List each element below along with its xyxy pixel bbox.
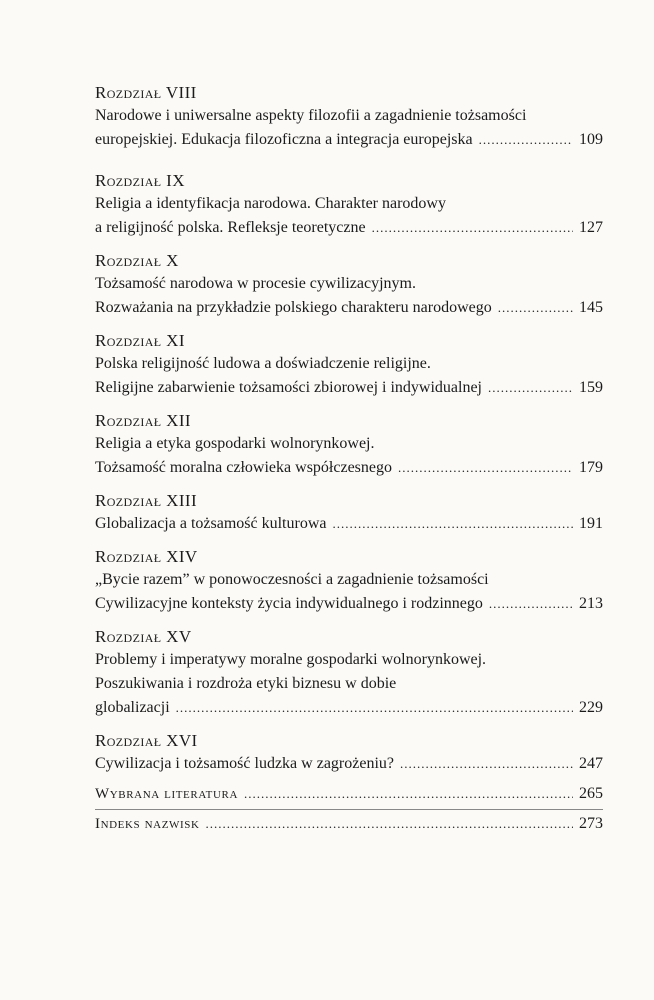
chapter-title-leader-line — [95, 128, 603, 152]
page-number: 273 — [579, 815, 603, 832]
chapter-title-line: Tożsamość narodowa w procesie cywilizacyjnym. — [95, 275, 416, 292]
chapter-title-leader-line — [95, 696, 603, 720]
chapter-heading: Rozdział XIII — [95, 491, 198, 510]
toc-entry-bibliography — [95, 782, 603, 806]
toc-entry-chapter-16 — [95, 730, 603, 776]
page-number: 247 — [579, 755, 603, 772]
chapter-title-line: Tożsamość moralna człowieka współczesnego — [95, 459, 392, 476]
chapter-title-leader-line — [95, 752, 603, 776]
toc-entry-chapter-13 — [95, 490, 603, 536]
chapter-title-leader-line — [95, 456, 603, 480]
chapter-heading: Rozdział IX — [95, 171, 185, 190]
chapter-title-line: Religijne zabarwienie tożsamości zbiorowej i indywidualnej — [95, 379, 482, 396]
toc-entry-chapter-8 — [95, 82, 603, 152]
dot-leader — [398, 456, 573, 480]
chapter-heading: Rozdział XII — [95, 411, 191, 430]
chapter-title-leader-line — [95, 376, 603, 400]
toc-entry-chapter-15 — [95, 626, 603, 720]
chapter-title-line: Globalizacja a tożsamość kulturowa — [95, 515, 327, 532]
chapter-title-leader-line — [95, 512, 603, 536]
dot-leader — [489, 592, 573, 616]
page-number: 109 — [579, 131, 603, 148]
page-number: 179 — [579, 459, 603, 476]
backmatter-label: Wybrana literatura — [95, 786, 238, 802]
chapter-heading: Rozdział X — [95, 251, 179, 270]
dot-leader — [479, 128, 573, 152]
chapter-heading: Rozdział XV — [95, 627, 192, 646]
dot-leader — [498, 296, 573, 320]
dot-leader — [176, 696, 573, 720]
chapter-heading: Rozdział XI — [95, 331, 185, 350]
divider-rule — [95, 809, 603, 810]
toc-entry-chapter-11 — [95, 330, 603, 400]
chapter-title-line: Religia a identyfikacja narodowa. Charakter narodowy — [95, 195, 446, 212]
chapter-title-line: Poszukiwania i rozdroża etyki biznesu w dobie — [95, 675, 397, 692]
toc-entry-chapter-9 — [95, 170, 603, 240]
chapter-title-leader-line — [95, 592, 603, 616]
toc-entry-name-index — [95, 812, 603, 836]
dot-leader — [244, 782, 573, 806]
chapter-title-line: „Bycie razem” w ponowoczesności a zagadnienie tożsamości — [95, 571, 489, 588]
chapter-title-leader-line — [95, 296, 603, 320]
toc-entry-chapter-12 — [95, 410, 603, 480]
chapter-title-line: Rozważania na przykładzie polskiego charakteru narodowego — [95, 299, 492, 316]
chapter-title-line: Narodowe i uniwersalne aspekty filozofii a zagadnienie tożsamości — [95, 107, 527, 124]
chapter-title-line: a religijność polska. Refleksje teoretyczne — [95, 219, 366, 236]
chapter-title-leader-line — [95, 216, 603, 240]
dot-leader — [400, 752, 573, 776]
page-number: 145 — [579, 299, 603, 316]
page-number: 127 — [579, 219, 603, 236]
toc-entry-chapter-10 — [95, 250, 603, 320]
chapter-title-line: Problemy i imperatywy moralne gospodarki wolnorynkowej. — [95, 651, 487, 668]
chapter-heading: Rozdział XIV — [95, 547, 198, 566]
chapter-title-line: Religia a etyka gospodarki wolnorynkowej. — [95, 435, 375, 452]
dot-leader — [332, 512, 573, 536]
chapter-title-line: europejskiej. Edukacja filozoficzna a integracja europejska — [95, 131, 473, 148]
page-number: 265 — [579, 785, 603, 802]
dot-leader — [206, 812, 573, 836]
backmatter-label: Indeks nazwisk — [95, 816, 200, 832]
page-number: 229 — [579, 699, 603, 716]
toc-backmatter — [95, 782, 603, 836]
chapter-title-line: Cywilizacyjne konteksty życia indywidualnego i rodzinnego — [95, 595, 483, 612]
toc-entry-chapter-14 — [95, 546, 603, 616]
chapter-heading: Rozdział XVI — [95, 731, 198, 750]
page-number: 191 — [579, 515, 603, 532]
page-number: 213 — [579, 595, 603, 612]
chapter-title-line: Cywilizacja i tożsamość ludzka w zagrożeniu? — [95, 755, 394, 772]
chapter-title-line: globalizacji — [95, 699, 170, 716]
page-number: 159 — [579, 379, 603, 396]
table-of-contents — [95, 82, 603, 836]
dot-leader — [372, 216, 573, 240]
chapter-heading: Rozdział VIII — [95, 83, 197, 102]
dot-leader — [488, 376, 573, 400]
chapter-title-line: Polska religijność ludowa a doświadczenie religijne. — [95, 355, 431, 372]
